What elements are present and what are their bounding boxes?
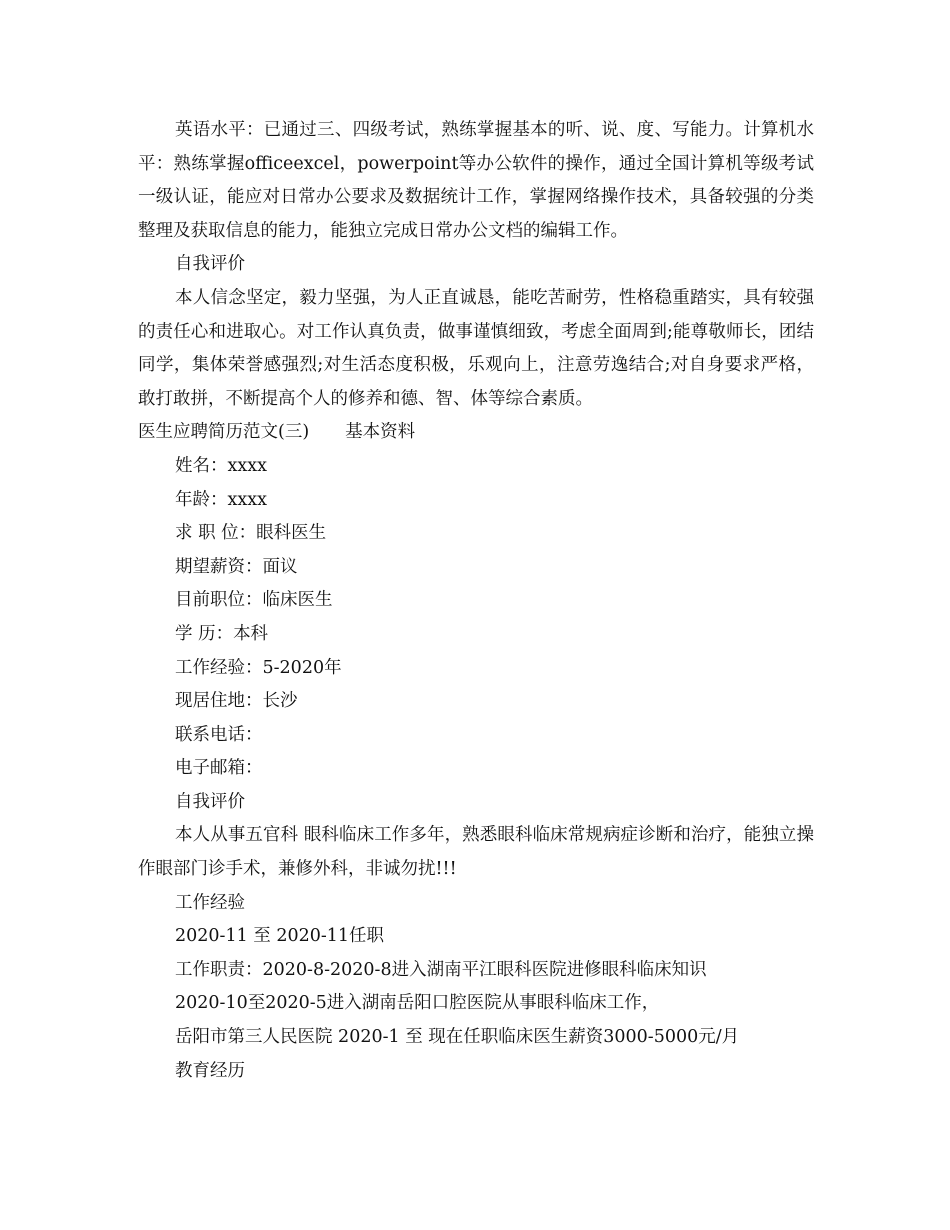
work-line: 2020-11 至 2020-11任职: [175, 926, 385, 947]
self-eval-paragraph-2: 本人从事五官科 眼科临床工作多年，熟悉眼科临床常规病症诊断和治疗，能独立操作眼部门诊手术，兼修外科，非诚勿扰!!!: [138, 825, 814, 880]
info-position: 求 职 位：眼科医生: [175, 523, 327, 544]
section-heading: [138, 416, 814, 450]
work-line: 2020-10至2020-5进入湖南岳阳口腔医院从事眼科临床工作，: [175, 993, 660, 1014]
info-name: 姓名：xxxx: [175, 455, 267, 476]
info-email: 电子邮箱：: [175, 758, 263, 779]
info-education: 学 历：本科: [175, 623, 269, 644]
education-heading: 教育经历: [175, 1060, 245, 1081]
info-age: 年龄：xxxx: [175, 489, 267, 510]
skills-paragraph: 英语水平：已通过三、四级考试，熟练掌握基本的听、说、度、写能力。计算机水平：熟练掌握officeexcel，powerpoint等办公软件的操作，通过全国计算机等级考试一级认证，能应对日常办公要求及数据统计工作，掌握网络操作技术，具备较强的分类整理及获取信息的能力，能独立完成日常办公文档的编辑工作。: [138, 120, 814, 241]
self-eval-heading: 自我评价: [175, 254, 245, 275]
section-title: 医生应聘简历范文(三): [138, 422, 310, 443]
section-subtitle: 基本资料: [345, 422, 416, 443]
work-heading: 工作经验: [175, 892, 245, 913]
self-eval-heading-2: 自我评价: [175, 791, 245, 812]
work-line: 工作职责：2020-8-2020-8进入湖南平江眼科医院进修眼科临床知识: [175, 959, 707, 980]
info-residence: 现居住地：长沙: [175, 691, 298, 712]
self-eval-paragraph: 本人信念坚定，毅力坚强，为人正直诚恳，能吃苦耐劳，性格稳重踏实，具有较强的责任心和进取心。对工作认真负责，做事谨慎细致，考虑全面周到;能尊敬师长，团结同学，集体荣誉感强烈;对生活态度积极，乐观向上，注意劳逸结合;对自身要求严格，敢打敢拼，不断提高个人的修养和德、智、体等综合素质。: [138, 287, 814, 409]
document-page: [138, 114, 814, 1088]
work-line: 岳阳市第三人民医院 2020-1 至 现在任职临床医生薪资3000-5000元/月: [175, 1027, 740, 1048]
info-salary: 期望薪资：面议: [175, 556, 298, 577]
info-experience: 工作经验：5-2020年: [175, 657, 342, 678]
info-phone: 联系电话：: [175, 724, 263, 745]
info-current-position: 目前职位：临床医生: [175, 590, 333, 611]
